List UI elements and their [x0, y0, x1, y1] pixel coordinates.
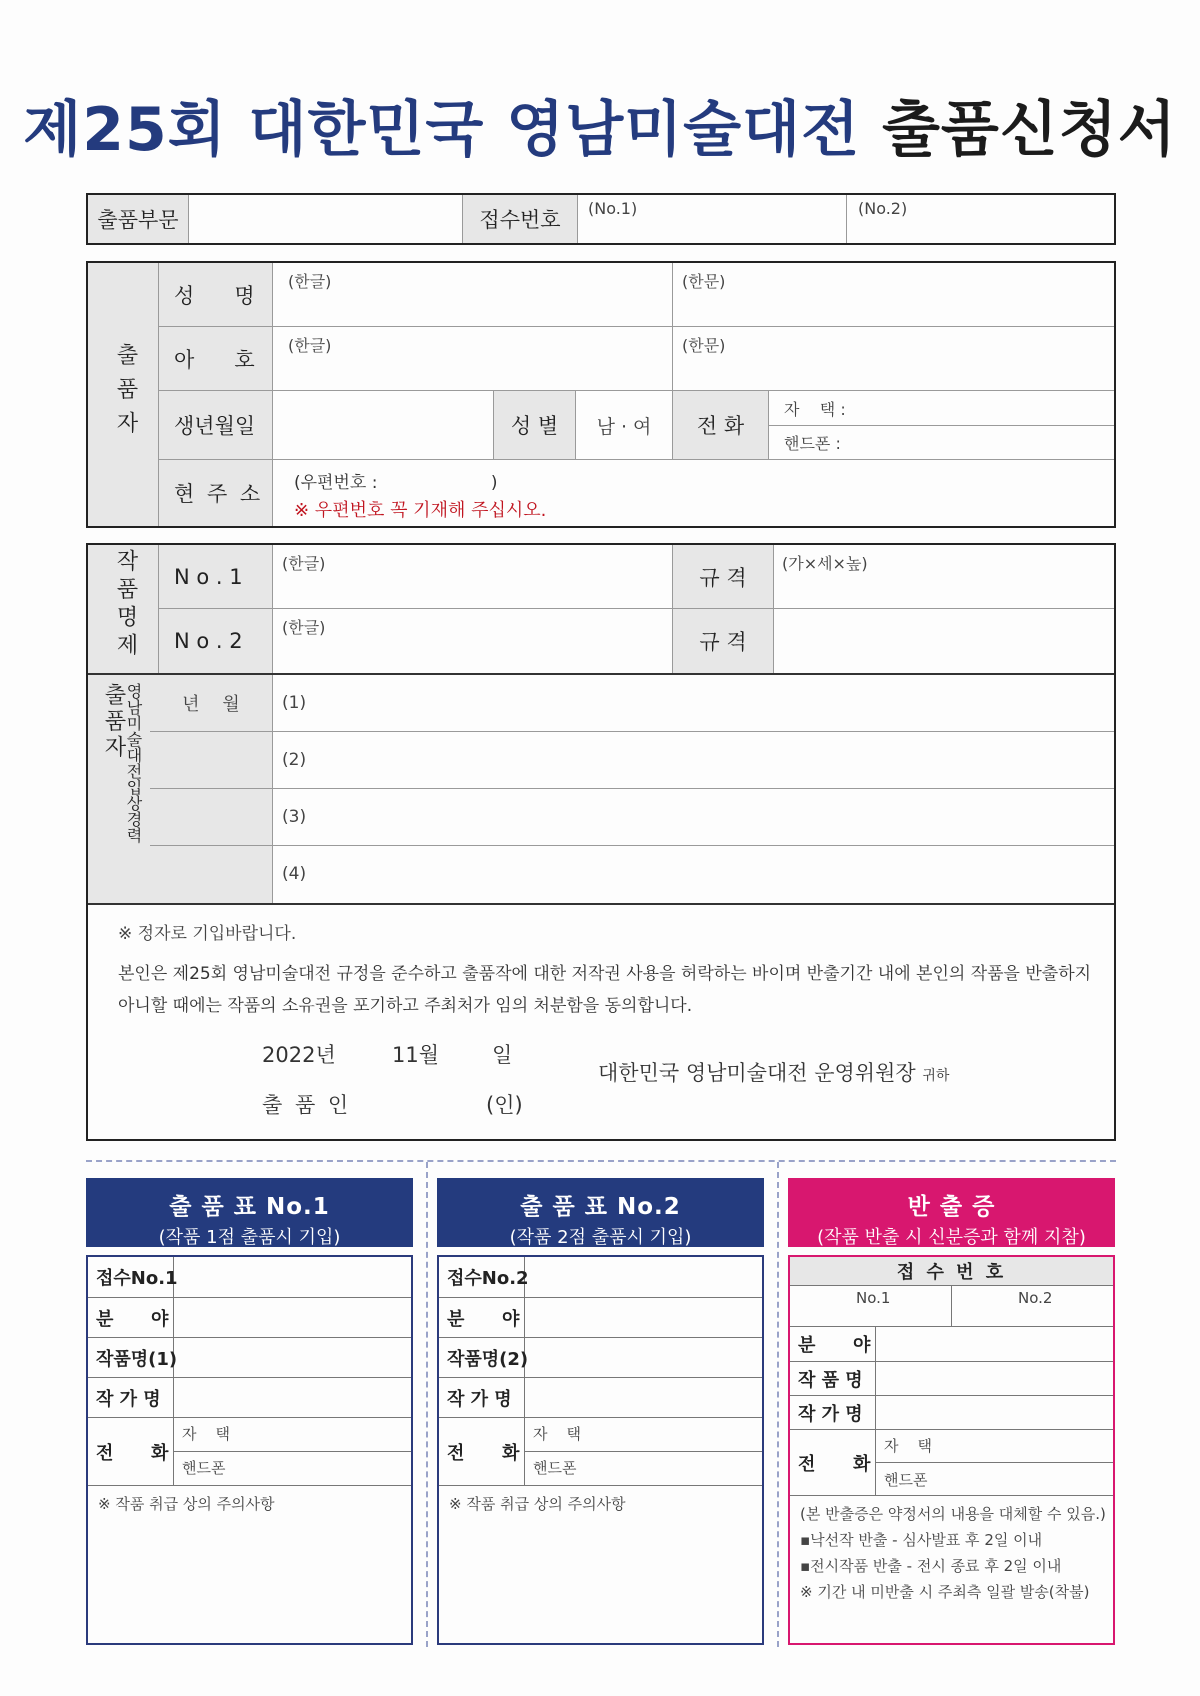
ticket2-mobile[interactable]: 핸드폰	[533, 1459, 577, 1477]
date-month: 11월	[392, 1043, 440, 1067]
address-label: 현 주 소	[174, 482, 264, 506]
spec2-field[interactable]	[774, 609, 1114, 673]
ticket2-artist-label: 작 가 명	[447, 1388, 512, 1410]
declaration-line2: 아니할 때에는 작품의 소유권을 포기하고 주최처가 임의 처분함을 동의합니다.	[118, 996, 693, 1016]
spec1-field[interactable]: (가×세×높)	[782, 554, 868, 573]
applicant-section-label: 출품자	[113, 343, 138, 445]
receipt-note-4: ※ 기간 내 미반출 시 주최측 일괄 발송(착불)	[800, 1583, 1090, 1601]
dept-input[interactable]	[189, 195, 462, 243]
ticket2-form	[437, 1255, 764, 1645]
ticket2-field-label: 분 야	[447, 1308, 520, 1330]
receipt-home[interactable]: 자 택	[884, 1437, 933, 1455]
ticket1-header	[86, 1178, 413, 1247]
receipt-work-label: 작 품 명	[798, 1369, 863, 1391]
phone-label: 전 화	[673, 391, 768, 459]
history-label-right: 영남미술대전입상경력	[124, 683, 143, 843]
history-row-1[interactable]: (1)	[282, 693, 307, 713]
receipt-field-label: 분 야	[798, 1335, 871, 1356]
ticket2-subtitle: (작품 2점 출품시 기입)	[509, 1227, 692, 1248]
history-year-month: 년 월	[182, 694, 240, 715]
ticket2-header	[437, 1178, 764, 1247]
recipient	[598, 1057, 949, 1087]
receipt-note-2: ▪낙선작 반출 - 심사발표 후 2일 이내	[800, 1531, 1043, 1549]
receipt-header	[788, 1178, 1115, 1247]
applicant-sign-label: 출 품 인	[262, 1093, 352, 1117]
top-row	[86, 193, 1116, 245]
declaration-note: ※ 정자로 기입바랍니다.	[118, 924, 297, 944]
birth-input[interactable]	[273, 391, 493, 459]
receipt-reg-header: 접 수 번 호	[790, 1257, 1113, 1285]
cut-line-2	[777, 1162, 779, 1647]
receipt-note-3: ▪전시작품 반출 - 전시 종료 후 2일 이내	[800, 1557, 1062, 1575]
gender-choice[interactable]: 남 · 여	[596, 415, 652, 438]
receipt-form	[788, 1255, 1115, 1645]
reg-no1-field[interactable]: (No.1)	[588, 199, 638, 218]
receipt-artist-label: 작 가 명	[798, 1403, 863, 1425]
applicant-section	[86, 261, 1116, 528]
history-label-left: 출품자	[101, 683, 126, 761]
cut-line	[86, 1160, 1116, 1162]
name-hangul-field[interactable]: (한글)	[288, 272, 332, 291]
ticket1-field-label: 분 야	[96, 1308, 169, 1330]
recipient-name: 대한민국 영남미술대전 운영위원장	[598, 1061, 916, 1085]
cut-line-1	[426, 1162, 428, 1647]
reg-label: 접수번호	[463, 195, 577, 243]
work-no1-title-field[interactable]: (한글)	[282, 554, 326, 573]
receipt-no1[interactable]: No.1	[856, 1289, 891, 1307]
ticket1-artist-label: 작 가 명	[96, 1388, 161, 1410]
ticket2-work-label: 작품명(2)	[447, 1348, 529, 1370]
reg-no2-field[interactable]: (No.2)	[858, 199, 908, 218]
declaration-line1: 본인은 제25회 영남미술대전 규정을 준수하고 출품작에 대한 저작권 사용을 허락하는 바이며 반출기간 내에 본인의 작품을 반출하지	[118, 964, 1092, 984]
ticket1-form	[86, 1255, 413, 1645]
spec1-label: 규 격	[673, 545, 773, 608]
receipt-title: 반 출 증	[907, 1194, 996, 1220]
ticket1-mobile[interactable]: 핸드폰	[182, 1459, 226, 1477]
history-row-3[interactable]: (3)	[282, 807, 307, 827]
name-label: 성 명	[174, 283, 255, 308]
ticket1-caution: ※ 작품 취급 상의 주의사항	[98, 1495, 275, 1513]
work-no2-title-field[interactable]: (한글)	[282, 618, 326, 637]
work-no1-label: N o . 1	[174, 564, 243, 589]
receipt-phone-label: 전 화	[798, 1453, 871, 1475]
alias-hanmun-field[interactable]: (한문)	[682, 336, 726, 355]
work-no2-label: N o . 2	[174, 628, 243, 653]
works-section-label: 작품명제	[113, 549, 138, 661]
ticket2-title: 출 품 표 No.2	[520, 1194, 681, 1220]
dept-label: 출품부문	[88, 195, 188, 243]
home-phone-field[interactable]: 자 택 :	[784, 400, 846, 419]
ticket1-phone-label: 전 화	[96, 1442, 169, 1464]
ticket2-phone-label: 전 화	[447, 1442, 520, 1464]
ticket1-subtitle: (작품 1점 출품시 기입)	[158, 1227, 341, 1248]
alias-hangul-field[interactable]: (한글)	[288, 336, 332, 355]
ticket1-reg-label: 접수No.1	[96, 1268, 178, 1289]
receipt-no2[interactable]: No.2	[1018, 1289, 1053, 1307]
gender-label: 성 별	[494, 391, 575, 459]
ticket1-work-label: 작품명(1)	[96, 1348, 178, 1370]
name-hanmun-field[interactable]: (한문)	[682, 272, 726, 291]
date-year: 2022년	[262, 1043, 336, 1067]
history-row-2[interactable]: (2)	[282, 750, 307, 770]
recipient-honorific: 귀하	[922, 1068, 950, 1084]
seal-field[interactable]: (인)	[486, 1093, 523, 1117]
works-section	[86, 543, 1116, 1141]
birth-label: 생년월일	[174, 414, 256, 438]
ticket2-reg-label: 접수No.2	[447, 1268, 529, 1289]
mobile-field[interactable]: 핸드폰 :	[784, 434, 841, 453]
postal-note: ※ 우편번호 꼭 기재해 주십시오.	[294, 500, 547, 521]
receipt-mobile[interactable]: 핸드폰	[884, 1471, 928, 1489]
date-day[interactable]: 일	[492, 1043, 513, 1067]
spec2-label: 규 격	[673, 609, 773, 673]
title-main: 제25회 대한민국 영남미술대전	[23, 95, 861, 165]
ticket1-home[interactable]: 자 택	[182, 1425, 231, 1443]
alias-label: 아 호	[174, 347, 255, 372]
page-title	[0, 82, 1200, 168]
ticket2-caution: ※ 작품 취급 상의 주의사항	[449, 1495, 626, 1513]
ticket1-title: 출 품 표 No.1	[169, 1194, 330, 1220]
receipt-subtitle: (작품 반출 시 신분증과 함께 지참)	[817, 1227, 1086, 1248]
history-row-4[interactable]: (4)	[282, 864, 307, 884]
ticket2-home[interactable]: 자 택	[533, 1425, 582, 1443]
title-suffix: 출품신청서	[881, 95, 1177, 165]
receipt-note-1: (본 반출증은 약정서의 내용을 대체할 수 있음.)	[800, 1505, 1106, 1523]
postal-field[interactable]: (우편번호 : )	[294, 473, 498, 493]
